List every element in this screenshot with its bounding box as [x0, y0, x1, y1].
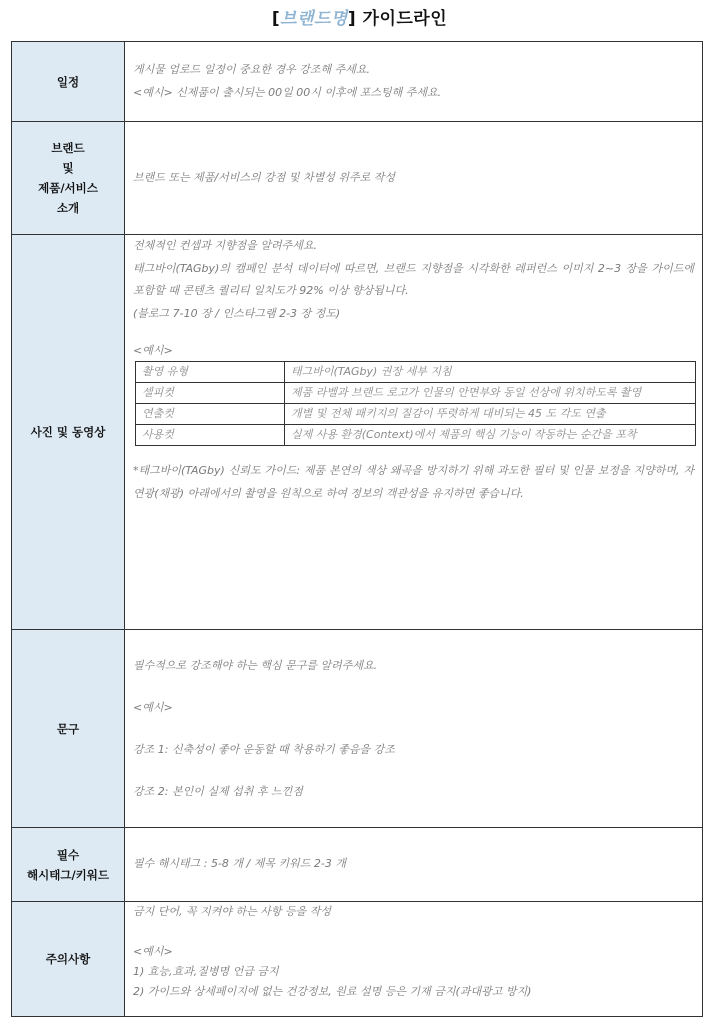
- shot-header-type: 촬영 유형: [136, 362, 285, 383]
- shot-guide: 실제 사용 환경(Context)에서 제품의 핵심 기능이 작동하는 순간을 포착: [285, 425, 696, 446]
- content-brand: [125, 122, 703, 235]
- label-schedule: 일정: [12, 42, 125, 122]
- label-brand-line: 및: [62, 161, 74, 175]
- label-brand-line: 소개: [56, 201, 80, 215]
- phrase-line-1: 필수적으로 강조해야 하는 핵심 문구를 알려주세요.: [133, 659, 378, 672]
- spacer: [133, 718, 694, 739]
- photo-count: (블로그 7-10 장 / 인스타그램 2-3 장 정도): [133, 306, 341, 320]
- shot-type-table: [135, 361, 696, 446]
- table-row: [136, 425, 696, 446]
- phrase-em-2: 강조 2: 본인이 실제 섭취 후 느낀점: [133, 785, 303, 798]
- schedule-line-2: <예시> 신제품이 출시되는 00일 00시 이후에 포스팅해 주세요.: [133, 85, 442, 99]
- shot-guide: 제품 라벨과 브랜드 로고가 인물의 안면부와 동일 선상에 위치하도록 촬영: [285, 383, 696, 404]
- label-hashtag-line: 필수: [56, 847, 80, 862]
- page-title: [브랜드명] 가이드라인: [271, 9, 448, 29]
- row-brand: [12, 122, 703, 235]
- content-hashtag: [125, 828, 703, 902]
- row-phrase: [12, 630, 703, 828]
- shot-table-header: [136, 362, 696, 383]
- caution-item-1: 1) 효능,효과,질병명 언급 금지: [133, 965, 279, 978]
- label-brand: [12, 122, 125, 235]
- spacer: [133, 760, 694, 781]
- brand-text: 브랜드 또는 제품/서비스의 강점 및 차별성 위주로 작성: [133, 170, 395, 184]
- hashtag-text: 필수 해시태그 : 5-8 개 / 제목 키워드 2-3 개: [133, 857, 346, 871]
- row-photo: [12, 235, 703, 630]
- label-hashtag-line: 해시태그/키워드: [27, 867, 109, 882]
- caution-item-2: 2) 가이드와 상세페이지에 없는 건강정보, 원료 설명 등은 기재 금지(과대광고 방지): [133, 985, 532, 998]
- photo-intro: 전체적인 컨셉과 지향점을 알려주세요.: [133, 239, 318, 252]
- photo-example: <예시>: [133, 344, 173, 357]
- spacer: [133, 922, 694, 942]
- content-phrase: [125, 630, 703, 828]
- content-caution: [125, 902, 703, 1017]
- phrase-em-1: 강조 1: 신축성이 좋아 운동할 때 착용하기 좋음을 강조: [133, 743, 395, 756]
- shot-header-guide: 태그바이(TAGby) 권장 세부 지침: [285, 362, 696, 383]
- shot-type: 셀피컷: [136, 383, 285, 404]
- row-caution: [12, 902, 703, 1017]
- label-brand-line: 제품/서비스: [38, 181, 98, 195]
- content-photo: [125, 235, 703, 630]
- shot-type: 사용컷: [136, 425, 285, 446]
- row-schedule: [12, 42, 703, 122]
- spacer: [133, 676, 694, 697]
- spacer: [133, 446, 694, 460]
- spacer: [133, 325, 694, 341]
- label-caution: 주의사항: [12, 902, 125, 1017]
- caution-line-1: 금지 단어, 꼭 지켜야 하는 사항 등을 작성: [133, 905, 331, 918]
- phrase-example: <예시>: [133, 701, 173, 714]
- label-brand-line: 브랜드: [51, 141, 85, 155]
- label-phrase: 문구: [12, 630, 125, 828]
- caution-example: <예시>: [133, 945, 173, 958]
- table-row: [136, 383, 696, 404]
- table-row: [136, 404, 696, 425]
- row-hashtag: [12, 828, 703, 902]
- shot-guide: 개별 및 전체 패키지의 질감이 뚜렷하게 대비되는 45 도 각도 연출: [285, 404, 696, 425]
- photo-note: *태그바이(TAGby) 신뢰도 가이드: 제품 본연의 색상 왜곡을 방지하기 위해 과도한 필터 및 인물 보정을 지양하며, 자연광(채광) 아래에서의 촬영을 원칙으로 하여 정보의 객관성을 유지하면 좋습니다.: [133, 464, 694, 500]
- brand-name: 브랜드명: [280, 9, 348, 29]
- guideline-table: [11, 41, 703, 1017]
- title-suffix: 가이드라인: [362, 9, 448, 29]
- photo-tagby: 태그바이(TAGby)의 캠페인 분석 데이터에 따르면, 브랜드 지향점을 시각화한 레퍼런스 이미지 2~3 장을 가이드에 포함할 때 콘텐츠 퀄리티 일치도가 92% 이상 향상됩니다.: [133, 261, 694, 297]
- label-photo: 사진 및 동영상: [12, 235, 125, 630]
- content-schedule: [125, 42, 703, 122]
- schedule-line-1: 게시물 업로드 일정이 중요한 경우 강조해 주세요.: [133, 63, 370, 76]
- shot-type: 연출컷: [136, 404, 285, 425]
- label-hashtag: [12, 828, 125, 902]
